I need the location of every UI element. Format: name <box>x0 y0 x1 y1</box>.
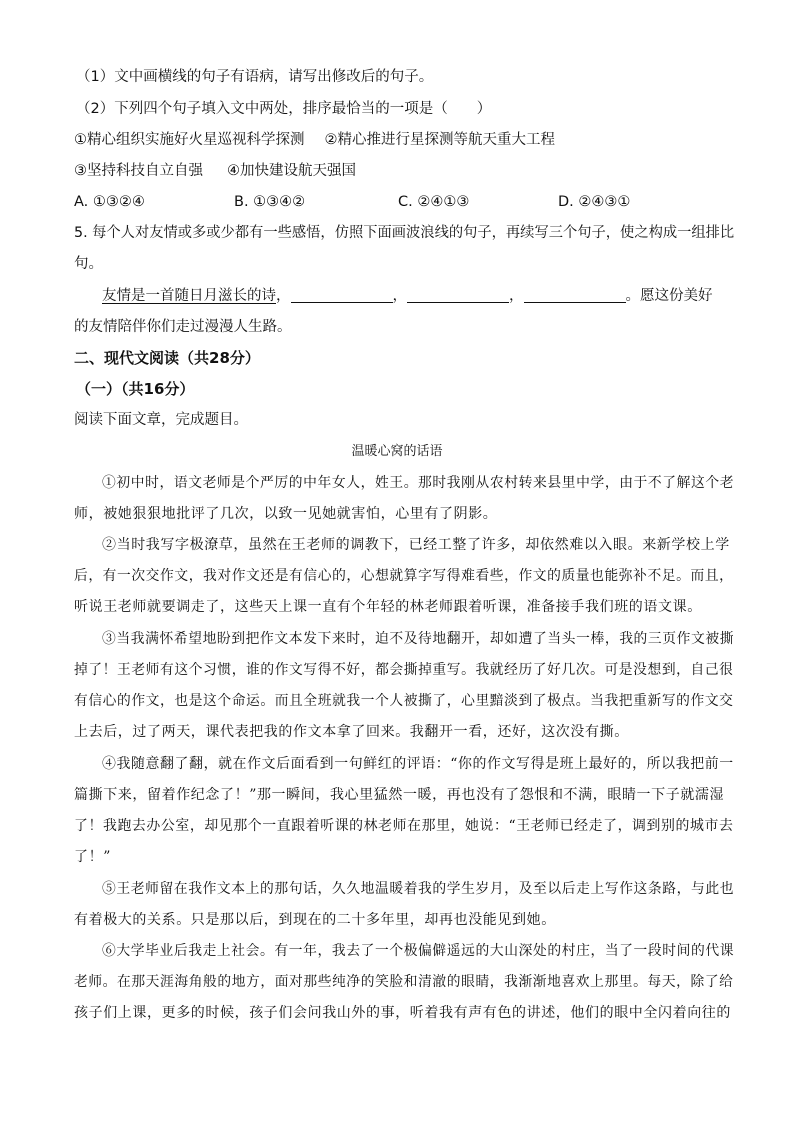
q4-item2: ②精心推进行星探测等航天重大工程 <box>324 132 555 148</box>
q5-blank-1[interactable] <box>291 287 393 303</box>
q4-option-d: D. ②④③① <box>558 194 631 210</box>
article-line: ②当时我写字极潦草，虽然在王老师的调教下，已经工整了许多，却依然难以入眼。来新学校上学 <box>102 537 730 553</box>
q5-example-sentence: 友情是一首随日月滋长的诗 <box>102 288 276 304</box>
q5-comma: ， <box>276 288 291 304</box>
q4-options-row <box>74 192 674 212</box>
article-line: ⑥大学毕业后我走上社会。有一年，我去了一个极偏僻遥远的大山深处的村庄，当了一段时间的代课 <box>102 943 735 959</box>
q4-item3: ③坚持科技自立自强 <box>74 163 203 179</box>
q5-blank-3[interactable] <box>524 287 626 303</box>
q5-blank-2[interactable] <box>407 287 509 303</box>
article-line: 听说王老师就要调走了，这些天上课一直有个年轻的林老师跟着听课，准备接手我们班的语文课。 <box>74 599 702 615</box>
q4-items-row2 <box>74 161 356 181</box>
article-line: ④我随意翻了翻，就在作文后面看到一句鲜红的评语：“你的作文写得是班上最好的，所以我把前一 <box>102 756 734 772</box>
q5-comma: ， <box>392 288 407 304</box>
q5-stem-line2: 句。 <box>74 256 103 272</box>
article-line: 师，被她狠狠地批评了几次，以致一见她就害怕，心里有了阴影。 <box>74 506 498 522</box>
article-line: 后，有一次交作文，我对作文还是有信心的，心想就算字写得难看些，作文的质量也能弥补不足。而且， <box>74 568 734 584</box>
article-line: 孩子们上课，更多的时候，孩子们会问我山外的事，听着我有声有色的讲述，他们的眼中全闪着向往的 <box>74 1005 731 1021</box>
q5-comma: ， <box>509 288 524 304</box>
article-line: 篇撕下来，留着作纪念了！”那一瞬间，我心里猛然一暖，再也没有了怨恨和不满，眼睛一下子就濡湿 <box>74 787 725 803</box>
section2-heading: 二、现代文阅读（共28分） <box>74 349 260 367</box>
article-line: 上去后，过了两天，课代表把我的作文本拿了回来。我翻开一看，还好，这次没有撕。 <box>74 724 629 740</box>
q5-tail-line: 的友情陪伴你们走过漫漫人生路。 <box>74 319 292 335</box>
article-line: 了！” <box>74 849 111 865</box>
article-line: 掉了！王老师有这个习惯，谁的作文写得不好，都会撕掉重写。我就经历了好几次。可是没想到，自己很 <box>74 662 734 678</box>
q4-option-b: B. ①③④② <box>234 194 306 210</box>
q4-item4: ④加快建设航天强国 <box>227 163 356 179</box>
q4-items-row1 <box>74 130 555 150</box>
q5-stem-line1: 5. 每个人对友情或多或少都有一些感悟，仿照下面画波浪线的句子，再续写三个句子，使之构成一组排比 <box>74 225 735 241</box>
article-line: 有着极大的关系。只是那以后，到现在的二十多年里，却再也没能见到她。 <box>74 912 556 928</box>
article-line: ①初中时，语文老师是个严厉的中年女人，姓王。那时我刚从农村转来县里中学，由于不了解这个老 <box>102 475 735 491</box>
q4-sub1: （1）文中画横线的句子有语病，请写出修改后的句子。 <box>76 69 434 85</box>
article-line: 有信心的作文，也是这个命运。而且全班就我一个人被撕了，心里黯淡到了极点。当我把重新写的作文交 <box>74 693 734 709</box>
reading-instruction: 阅读下面文章，完成题目。 <box>74 412 248 428</box>
q4-option-c: C. ②④①③ <box>398 194 470 210</box>
section2-sub-heading: （一）（共16分） <box>76 380 195 398</box>
q5-example-line <box>102 286 713 306</box>
q4-sub2: （2）下列四个句子填入文中两处，排序最恰当的一项是（ ） <box>76 101 492 117</box>
article-title: 温暖心窝的话语 <box>351 444 443 459</box>
article-line: 老师。在那天涯海角般的地方，面对那些纯净的笑脸和清澈的眼睛，我渐渐地喜欢上那里。每天，除了给 <box>74 974 734 990</box>
article-line: 了！我跑去办公室，却见那个一直跟着听课的林老师在那里，她说：“王老师已经走了，调到别的城市去 <box>74 818 734 834</box>
article-line: ③当我满怀希望地盼到把作文本发下来时，迫不及待地翻开，却如遭了当头一棒，我的三页作文被撕 <box>102 631 735 647</box>
article-line: ⑤王老师留在我作文本上的那句话，久久地温暖着我的学生岁月，及至以后走上写作这条路，与此也 <box>102 881 735 897</box>
q5-tail1: 。愿这份美好 <box>625 288 713 304</box>
q4-option-a: A. ①③②④ <box>74 194 145 210</box>
q4-item1: ①精心组织实施好火星巡视科学探测 <box>74 132 305 148</box>
